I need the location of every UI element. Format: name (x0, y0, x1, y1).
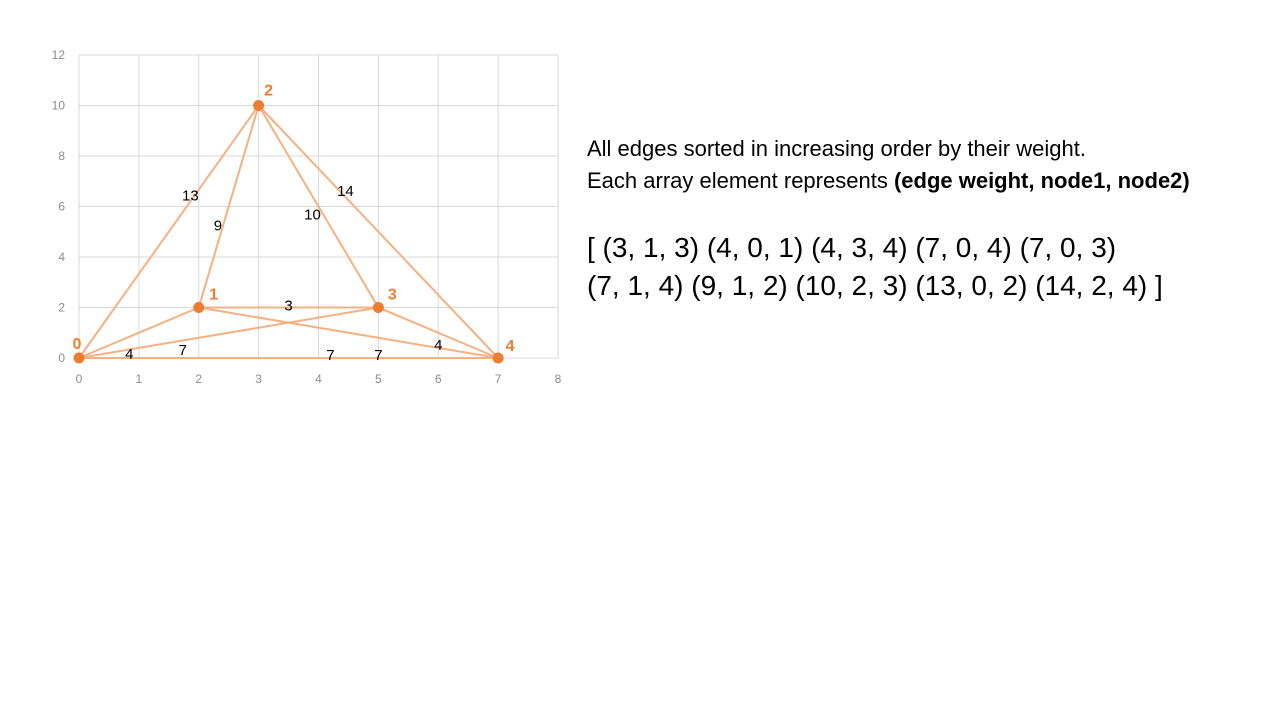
edge-weight-0-2: 13 (182, 187, 199, 205)
y-tick-label-2: 4 (58, 250, 65, 264)
node-3 (373, 302, 384, 313)
node-2 (253, 100, 264, 111)
edge-weight-3-4: 4 (434, 336, 443, 354)
edge-weight-2-4: 14 (337, 182, 354, 200)
y-tick-label-0: 0 (58, 351, 65, 365)
sorted-edge-array (587, 229, 1163, 305)
description-line-1: All edges sorted in increasing order by their weight. (587, 136, 1086, 161)
node-0 (74, 353, 85, 364)
x-tick-label-4: 4 (315, 372, 322, 386)
description-line-2 (587, 165, 1190, 197)
graph-edges (79, 106, 498, 359)
y-tick-label-6: 12 (51, 48, 65, 62)
x-tick-label-5: 5 (375, 372, 382, 386)
edge-weight-1-4: 7 (374, 346, 383, 364)
edge-weight-labels (125, 183, 442, 364)
description-text (587, 133, 1190, 197)
node-label-3: 3 (387, 286, 397, 304)
edge-array-line-2: (7, 1, 4) (9, 1, 2) (10, 2, 3) (13, 0, 2) (14, 2, 4) ] (587, 270, 1163, 301)
edge-weight-0-4: 7 (326, 347, 335, 364)
description-line-2-prefix: Each array element represents (587, 168, 894, 193)
y-tick-label-4: 8 (58, 149, 65, 163)
edge-weight-1-3: 3 (284, 297, 293, 315)
edge-weight-1-2: 9 (213, 217, 223, 235)
x-tick-label-6: 6 (434, 372, 442, 386)
edge-1-4 (199, 308, 498, 359)
edge-array-line-1: [ (3, 1, 3) (4, 0, 1) (4, 3, 4) (7, 0, 4) (7, 0, 3) (587, 232, 1117, 263)
y-tick-label-1: 2 (58, 300, 65, 315)
description-line-2-bold: (edge weight, node1, node2) (893, 168, 1190, 193)
edge-weight-0-3: 7 (178, 341, 187, 359)
edge-weight-2-3: 10 (304, 206, 321, 224)
node-4 (493, 353, 504, 364)
graph-plot (0, 0, 600, 400)
x-tick-label-8: 8 (554, 372, 562, 386)
x-tick-label-2: 2 (195, 372, 203, 386)
x-tick-label-7: 7 (494, 372, 502, 386)
y-tick-label-3: 6 (58, 199, 65, 214)
edge-weight-0-1: 4 (125, 345, 134, 363)
node-label-4: 4 (505, 338, 515, 355)
node-label-2: 2 (264, 82, 274, 100)
node-label-1: 1 (209, 286, 219, 304)
x-tick-label-0: 0 (75, 372, 83, 386)
y-tick-label-5: 10 (51, 98, 65, 113)
x-tick-label-1: 1 (135, 372, 143, 386)
node-1 (193, 302, 204, 313)
node-label-0: 0 (72, 336, 82, 353)
x-tick-label-3: 3 (255, 372, 262, 386)
